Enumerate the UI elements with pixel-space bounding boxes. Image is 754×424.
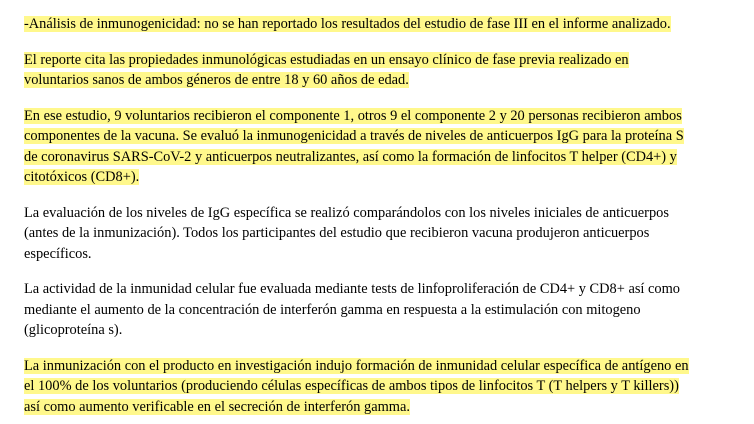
paragraph [24, 356, 732, 418]
paragraph-line: el 100% de los voluntarios (produciendo células específicas de ambos tipos de linfocitos T (T helpers y T killers)) [24, 378, 679, 394]
paragraph-line: (antes de la inmunización). Todos los participantes del estudio que recibieron vacuna produjeron anticuerpos [24, 225, 650, 241]
document-body [24, 14, 732, 417]
paragraph [24, 50, 732, 91]
paragraph-line: así como aumento verificable en el secreción de interferón gamma. [24, 398, 410, 415]
paragraph-line: (glicoproteína s). [24, 322, 123, 338]
paragraph-line: La inmunización con el producto en investigación indujo formación de inmunidad celular específica de antígeno en [24, 357, 689, 374]
paragraph-line: de coronavirus SARS-CoV-2 y anticuerpos neutralizantes, así como la formación de linfocitos T helper (CD4+) y [24, 148, 677, 165]
paragraph-line: componentes de la vacuna. Se evaluó la inmunogenicidad a través de niveles de anticuerpos IgG para la proteína S [24, 128, 684, 144]
paragraph-line: La actividad de la inmunidad celular fue evaluada mediante tests de linfoproliferación de CD4+ y CD8+ así como [24, 281, 680, 297]
paragraph [24, 203, 732, 265]
paragraph-line: La evaluación de los niveles de IgG específica se realizó comparándolos con los niveles iniciales de anticuerpos [24, 204, 669, 221]
paragraph-line: voluntarios sanos de ambos géneros de entre 18 y 60 años de edad. [24, 72, 409, 88]
paragraph-line: citotóxicos (CD8+). [24, 169, 140, 185]
paragraph-line: -Análisis de inmunogenicidad: no se han reportado los resultados del estudio de fase III en el informe analizado. [24, 16, 671, 32]
paragraph [24, 106, 732, 188]
paragraph-line: El reporte cita las propiedades inmunológicas estudiadas en un ensayo clínico de fase previa realizado en [24, 51, 629, 68]
paragraph-line: mediante el aumento de la concentración de interferón gamma en respuesta a la estimulación con mitogeno [24, 301, 641, 318]
paragraph [24, 14, 732, 35]
paragraph [24, 279, 732, 341]
paragraph-line: específicos. [24, 245, 92, 262]
paragraph-line: En ese estudio, 9 voluntarios recibieron el componente 1, otros 9 el componente 2 y 20 personas recibieron ambos [24, 107, 682, 124]
